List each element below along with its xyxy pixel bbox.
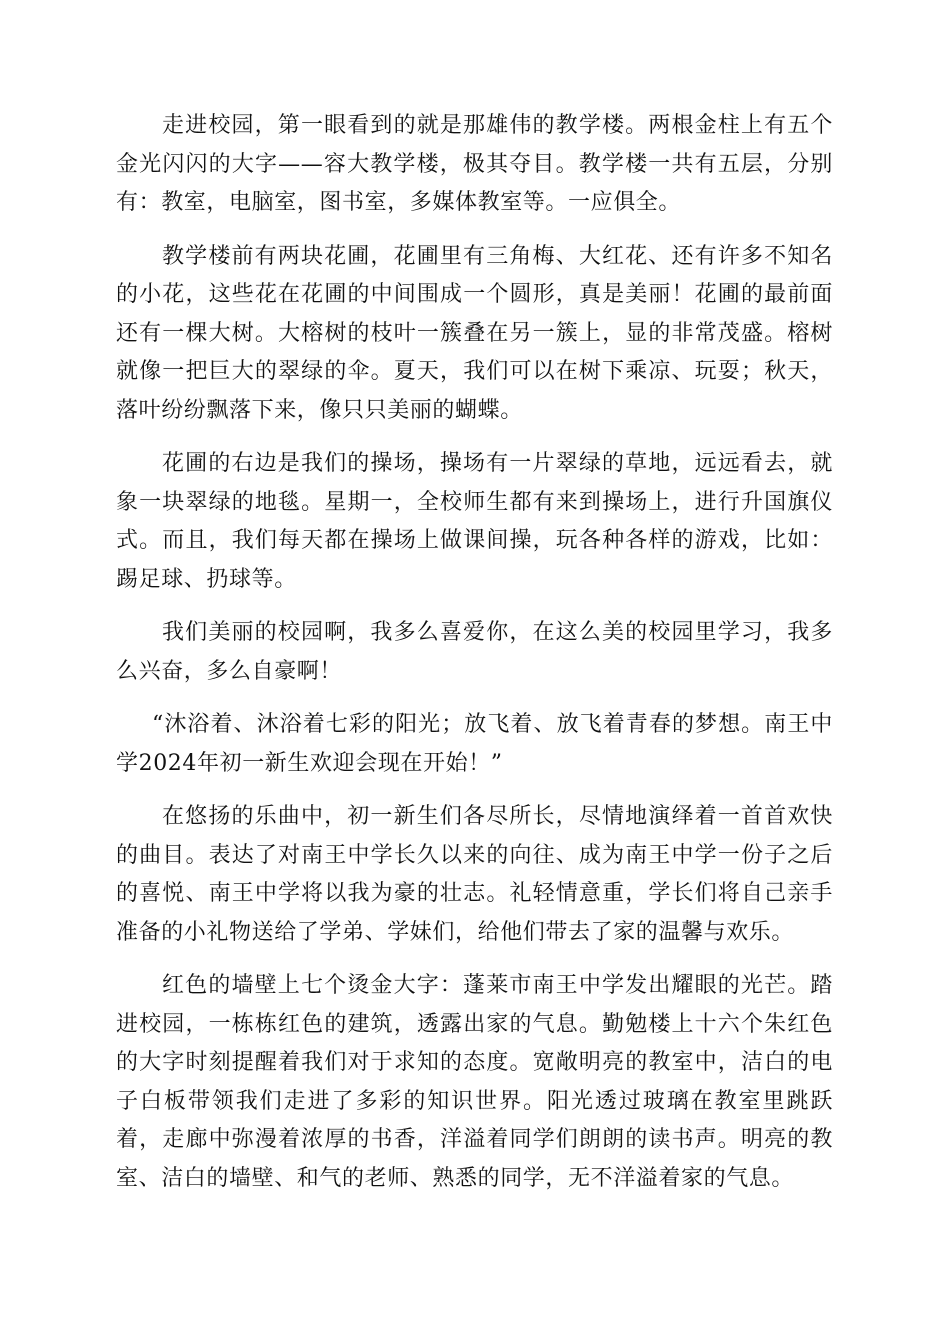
paragraph-playground: 花圃的右边是我们的操场，操场有一片翠绿的草地，远远看去，就象一块翠绿的地毯。星期一，全校师生都有来到操场上，进行升国旗仪式。而且，我们每天都在操场上做课间操，玩各种各样的游戏，比如：踢足球、扔球等。	[116, 451, 833, 592]
paragraph-red-wall: 红色的墙壁上七个烫金大字：蓬莱市南王中学发出耀眼的光芒。踏进校园，一栋栋红色的建筑，透露出家的气息。勤勉楼上十六个朱红色的大字时刻提醒着我们对于求知的态度。宽敞明亮的教室中，洁白的电子白板带领我们走进了多彩的知识世界。阳光透过玻璃在教室里跳跃着，走廊中弥漫着浓厚的书香，洋溢着同学们朗朗的读书声。明亮的教室、洁白的墙壁、和气的老师、熟悉的同学，无不洋溢着家的气息。	[116, 973, 833, 1191]
paragraph-campus-entrance: 走进校园，第一眼看到的就是那雄伟的教学楼。两根金柱上有五个金光闪闪的大字——容大教学楼，极其夺目。教学楼一共有五层，分别有：教室，电脑室，图书室，多媒体教室等。一应俱全。	[116, 113, 833, 215]
paragraph-welcome-quote: “沐浴着、沐浴着七彩的阳光；放飞着、放飞着青春的梦想。南王中学2024年初一新生欢迎会现在开始！”	[116, 712, 833, 776]
paragraph-flower-beds: 教学楼前有两块花圃，花圃里有三角梅、大红花、还有许多不知名的小花，这些花在花圃的中间围成一个圆形，真是美丽！花圃的最前面还有一棵大树。大榕树的枝叶一簇叠在另一簇上，显的非常茂盛。榕树就像一把巨大的翠绿的伞。夏天，我们可以在树下乘凉、玩耍；秋天，落叶纷纷飘落下来，像只只美丽的蝴蝶。	[116, 243, 833, 423]
paragraph-performance: 在悠扬的乐曲中，初一新生们各尽所长，尽情地演绎着一首首欢快的曲目。表达了对南王中学长久以来的向往、成为南王中学一份子之后的喜悦、南王中学将以我为豪的壮志。礼轻情意重，学长们将自己亲手准备的小礼物送给了学弟、学妹们，给他们带去了家的温馨与欢乐。	[116, 804, 833, 945]
document-body	[116, 107, 833, 1213]
paragraph-love-campus: 我们美丽的校园啊，我多么喜爱你，在这么美的校园里学习，我多么兴奋，多么自豪啊！	[116, 620, 833, 684]
